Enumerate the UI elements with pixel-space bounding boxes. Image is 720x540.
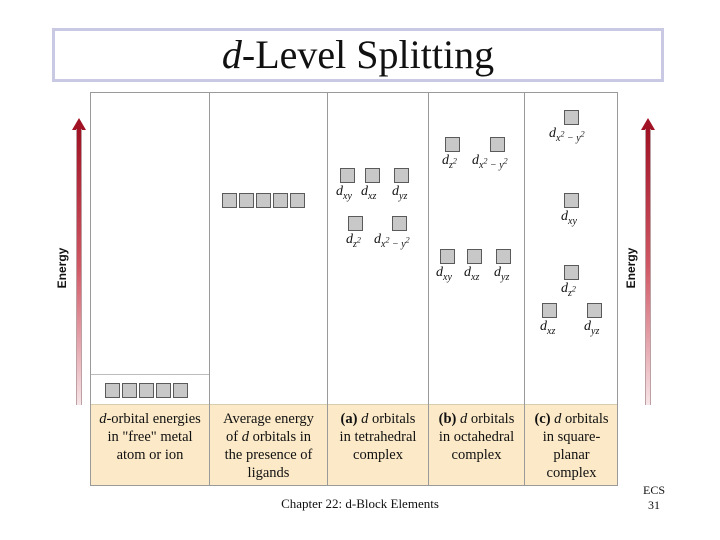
- orbital-box: [156, 383, 171, 398]
- orbital-box: [273, 193, 288, 208]
- orbital-label-dxy: $d_{xy}$: [561, 209, 577, 227]
- orbital-label-dz2: $d_{z^2}$: [442, 153, 457, 171]
- orbital-box-dxy: [564, 193, 579, 208]
- energy-label-left: Energy: [55, 247, 69, 289]
- orbital-label-dz2: $d_{z^2}$: [346, 232, 361, 250]
- orbital-label-dxz: $d_{xz}$: [464, 265, 480, 283]
- orbital-box: [222, 193, 237, 208]
- orbital-box-dz2: [445, 137, 460, 152]
- orbital-box-dxy: [340, 168, 355, 183]
- orbital-label-dx2y2: $d_{x^2 - y^2}$: [472, 153, 508, 171]
- caption-square-planar: (c) d orbitals in square- planar complex: [534, 411, 609, 481]
- orbital-label-dxy: $d_{xy}$: [436, 265, 452, 283]
- orbital-label-dxz: $d_{xz}$: [540, 319, 556, 337]
- energy-label-right: Energy: [624, 247, 638, 289]
- orbital-box-dxy: [440, 249, 455, 264]
- orbital-box-dz2: [564, 265, 579, 280]
- orbital-box-dxz: [467, 249, 482, 264]
- orbital-label-dxy: $d_{xy}$: [336, 184, 352, 202]
- orbital-box: [173, 383, 188, 398]
- orbital-box: [105, 383, 120, 398]
- orbital-label-dx2y2: $d_{x^2 - y^2}$: [374, 232, 410, 250]
- orbital-label-dyz: $d_{yz}$: [494, 265, 510, 283]
- orbital-box: [290, 193, 305, 208]
- caption-average: Average energy of d orbitals in the presence of ligands: [223, 411, 314, 481]
- orbital-label-dyz: $d_{yz}$: [584, 319, 600, 337]
- orbital-box-dx2y2: [564, 110, 579, 125]
- orbital-label-dz2: $d_{z^2}$: [561, 281, 576, 299]
- orbital-box-dyz: [394, 168, 409, 183]
- energy-arrow-right: [645, 129, 651, 405]
- orbital-box: [256, 193, 271, 208]
- orbital-box-dx2y2: [392, 216, 407, 231]
- orbital-box-dxz: [542, 303, 557, 318]
- orbital-box: [122, 383, 137, 398]
- footer-page: ECS 31: [642, 483, 665, 512]
- orbital-box-dx2y2: [490, 137, 505, 152]
- orbital-box: [139, 383, 154, 398]
- orbital-label-dyz: $d_{yz}$: [392, 184, 408, 202]
- orbital-box-dxz: [365, 168, 380, 183]
- orbital-label-dxz: $d_{xz}$: [361, 184, 377, 202]
- slide-title: d-Level Splitting: [221, 32, 495, 77]
- orbital-box-dyz: [496, 249, 511, 264]
- footer-chapter: Chapter 22: d-Block Elements: [281, 496, 439, 511]
- orbital-box: [239, 193, 254, 208]
- caption-tetrahedral: (a) d orbitals in tetrahedral complex: [339, 411, 417, 463]
- orbital-box-dz2: [348, 216, 363, 231]
- energy-arrow-left: [76, 129, 82, 405]
- orbital-label-dx2y2: $d_{x^2 - y^2}$: [549, 126, 585, 144]
- orbital-box-dyz: [587, 303, 602, 318]
- caption-octahedral: (b) d orbitals in octahedral complex: [438, 411, 515, 463]
- caption-free-ion: d-orbital energies in "free" metal atom or ion: [99, 411, 201, 463]
